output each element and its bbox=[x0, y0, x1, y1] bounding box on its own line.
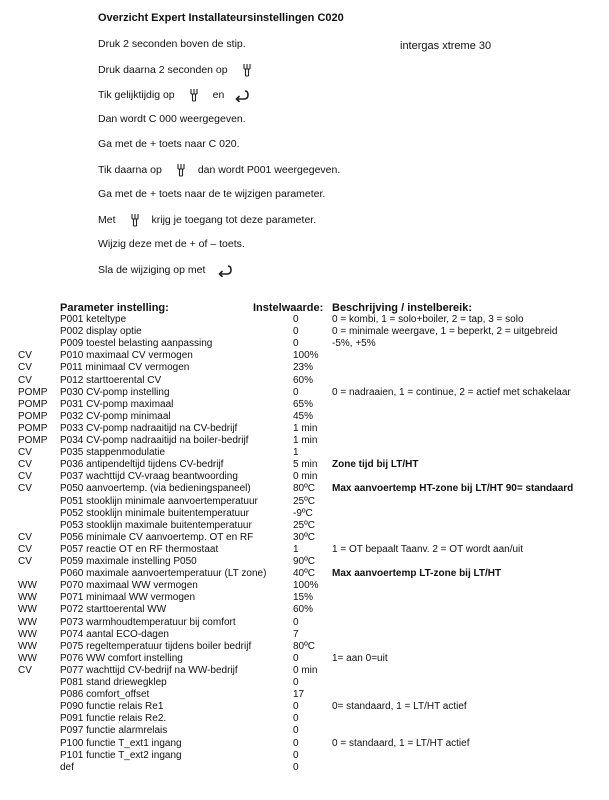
row-value: 23% bbox=[293, 362, 314, 374]
table-row bbox=[0, 375, 609, 387]
row-description: 0 = nadraaien, 1 = continue, 2 = actief met schakelaar bbox=[332, 386, 571, 398]
row-value: 25ºC bbox=[293, 519, 315, 531]
row-value: 1 bbox=[293, 447, 299, 459]
table-row bbox=[0, 762, 609, 774]
row-value: 17 bbox=[293, 689, 305, 701]
row-group: CV bbox=[18, 543, 32, 555]
row-value: 0 min bbox=[293, 664, 318, 676]
table-row bbox=[0, 338, 609, 350]
row-group: CV bbox=[18, 374, 32, 386]
row-value: 0 bbox=[293, 326, 299, 338]
return-arrow-icon bbox=[217, 263, 231, 277]
row-value: 100% bbox=[293, 580, 319, 592]
wrench-icon bbox=[174, 163, 188, 177]
row-group: WW bbox=[18, 604, 37, 616]
table-row bbox=[0, 544, 609, 556]
table-row bbox=[0, 580, 609, 592]
row-value: 0 bbox=[293, 338, 299, 350]
row-parameter: P081 stand driewegklep bbox=[60, 677, 167, 688]
table-row bbox=[0, 362, 609, 374]
instruction-step bbox=[98, 163, 340, 177]
row-parameter: P070 maximaal WW vermogen bbox=[60, 580, 198, 592]
instruction-step bbox=[98, 113, 246, 125]
table-row bbox=[0, 532, 609, 544]
row-description: 0 = standaard, 1 = LT/HT actief bbox=[332, 737, 470, 749]
row-parameter: P097 functie alarmrelais bbox=[60, 725, 168, 737]
row-group: WW bbox=[18, 640, 37, 652]
step-text: Druk 2 seconden boven de stip. bbox=[98, 38, 246, 50]
row-group: POMP bbox=[18, 398, 48, 410]
row-parameter: P037 wachttijd CV-vraag beantwoording bbox=[60, 471, 238, 483]
row-parameter: P074 aantal ECO-dagen bbox=[60, 628, 169, 640]
row-parameter: def bbox=[60, 761, 74, 773]
row-parameter: P091 functie relais Re2. bbox=[60, 713, 167, 725]
row-value: 1 bbox=[293, 543, 299, 555]
step-text: Ga met de + toets naar C 020. bbox=[98, 138, 240, 150]
row-value: -9ºC bbox=[293, 507, 313, 519]
row-parameter: P030 CV-pomp instelling bbox=[60, 386, 170, 398]
row-parameter: P057 reactie OT en RF thermostaat bbox=[60, 543, 219, 555]
row-group: WW bbox=[18, 652, 37, 664]
row-parameter: P009 toestel belasting aanpassing bbox=[60, 338, 213, 350]
table-row bbox=[0, 496, 609, 508]
row-group: POMP bbox=[18, 410, 48, 422]
step-text: Sla de wijziging op met bbox=[98, 264, 206, 276]
row-parameter: P059 maximale instelling P050 bbox=[60, 556, 197, 567]
row-parameter: P052 stooklijn minimale buitentemperatuur bbox=[60, 507, 249, 519]
row-description: -5%, +5% bbox=[332, 338, 376, 350]
row-parameter: P072 starttoerental WW bbox=[60, 604, 167, 616]
row-parameter: P071 minimaal WW vermogen bbox=[60, 592, 196, 604]
instruction-step bbox=[98, 88, 248, 102]
row-group: CV bbox=[18, 350, 32, 362]
row-value: 5 min bbox=[293, 459, 318, 471]
row-value: 100% bbox=[293, 350, 319, 362]
table-row bbox=[0, 725, 609, 737]
row-parameter: P060 maximale aanvoertemperatuur (LT zone) bbox=[60, 568, 267, 580]
row-parameter: P036 antipendeltijd tijdens CV-bedrijf bbox=[60, 459, 224, 471]
row-group: WW bbox=[18, 616, 37, 628]
row-value: 80ºC bbox=[293, 483, 315, 495]
instruction-step bbox=[98, 188, 325, 200]
row-group: POMP bbox=[18, 435, 48, 446]
table-row bbox=[0, 592, 609, 604]
row-value: 90ºC bbox=[293, 556, 315, 567]
row-group: CV bbox=[18, 447, 32, 459]
table-row bbox=[0, 665, 609, 677]
row-group: WW bbox=[18, 592, 37, 604]
row-value: 30ºC bbox=[293, 531, 315, 543]
step-text-mid: en bbox=[212, 89, 225, 101]
row-group: POMP bbox=[18, 422, 48, 434]
row-parameter: P010 maximaal CV vermogen bbox=[60, 350, 193, 362]
row-value: 80ºC bbox=[293, 640, 315, 652]
row-value: 0 bbox=[293, 677, 299, 688]
row-value: 7 bbox=[293, 628, 299, 640]
row-parameter: P001 keteltype bbox=[60, 314, 127, 325]
row-value: 40ºC bbox=[293, 568, 315, 580]
row-description: Max aanvoertemp LT-zone bij LT/HT bbox=[332, 568, 502, 580]
row-parameter: P031 CV-pomp maximaal bbox=[60, 398, 174, 410]
table-row bbox=[0, 713, 609, 725]
row-parameter: P011 minimaal CV vermogen bbox=[60, 362, 190, 374]
row-value: 1 min bbox=[293, 422, 318, 434]
return-arrow-icon bbox=[234, 88, 248, 102]
row-group: CV bbox=[18, 471, 32, 483]
table-row bbox=[0, 568, 609, 580]
row-parameter: P077 wachttijd CV-bedrijf na WW-bedrijf bbox=[60, 664, 238, 676]
row-value: 0 bbox=[293, 761, 299, 773]
wrench-icon bbox=[128, 213, 142, 227]
row-description: 1 = OT bepaalt Taanv. 2 = OT wordt aan/uit bbox=[332, 543, 524, 555]
table-row bbox=[0, 629, 609, 641]
table-row bbox=[0, 387, 609, 399]
page-title: Overzicht Expert Installateursinstellingen C020 bbox=[98, 12, 344, 24]
step-text: Met bbox=[98, 214, 116, 226]
row-group: CV bbox=[18, 531, 32, 543]
row-group: POMP bbox=[18, 386, 48, 398]
row-parameter: P090 functie relais Re1 bbox=[60, 701, 164, 713]
header-description: Beschrijving / instelbereik: bbox=[332, 302, 472, 314]
boiler-model: intergas xtreme 30 bbox=[400, 40, 492, 52]
row-group: WW bbox=[18, 580, 37, 592]
table-row bbox=[0, 508, 609, 520]
row-parameter: P051 stooklijn minimale aanvoertemperatuur bbox=[60, 495, 258, 507]
row-value: 0 bbox=[293, 386, 299, 398]
instruction-step bbox=[98, 263, 231, 277]
row-value: 1 min bbox=[293, 435, 318, 446]
table-row bbox=[0, 471, 609, 483]
row-description: Zone tijd bij LT/HT bbox=[332, 459, 419, 471]
instruction-step bbox=[98, 213, 316, 227]
row-parameter: P002 display optie bbox=[60, 326, 142, 338]
row-parameter: P076 WW comfort instelling bbox=[60, 652, 183, 664]
row-value: 15% bbox=[293, 592, 314, 604]
table-row bbox=[0, 314, 609, 326]
row-group: CV bbox=[18, 664, 32, 676]
row-parameter: P056 minimale CV aanvoertemp. OT en RF bbox=[60, 531, 254, 543]
step-text: Ga met de + toets naar de te wijzigen parameter. bbox=[98, 188, 326, 200]
row-value: 0 bbox=[293, 314, 299, 325]
row-value: 0 bbox=[293, 713, 299, 725]
header-parameter: Parameter instelling: bbox=[60, 302, 169, 314]
step-text-post: dan wordt P001 weergegeven. bbox=[197, 164, 341, 176]
row-value: 0 min bbox=[293, 471, 318, 483]
instruction-step bbox=[98, 138, 240, 150]
wrench-icon bbox=[240, 63, 254, 77]
row-parameter: P086 comfort_offset bbox=[60, 689, 150, 701]
table-row bbox=[0, 556, 609, 568]
step-text: Tik daarna op bbox=[98, 164, 162, 176]
row-parameter: P050 aanvoertemp. (via bedieningspaneel) bbox=[60, 483, 251, 495]
table-row bbox=[0, 653, 609, 665]
row-parameter: P034 CV-pomp nadraaitijd na boiler-bedrijf bbox=[60, 435, 249, 446]
row-parameter: P075 regeltemperatuur tijdens boiler bedrijf bbox=[60, 640, 252, 652]
row-value: 45% bbox=[293, 410, 314, 422]
row-value: 25ºC bbox=[293, 495, 315, 507]
table-row bbox=[0, 677, 609, 689]
step-text: Druk daarna 2 seconden op bbox=[98, 64, 228, 76]
table-row bbox=[0, 435, 609, 447]
row-parameter: P032 CV-pomp minimaal bbox=[60, 410, 171, 422]
instruction-step bbox=[98, 63, 254, 77]
table-row bbox=[0, 459, 609, 471]
step-text-post: krijg je toegang tot deze parameter. bbox=[151, 214, 317, 226]
row-description: Max aanvoertemp HT-zone bij LT/HT 90= standaard bbox=[332, 483, 574, 495]
row-value: 65% bbox=[293, 398, 314, 410]
row-description: 0 = minimale weergave, 1 = beperkt, 2 = uitgebreid bbox=[332, 326, 558, 338]
table-row bbox=[0, 423, 609, 435]
row-group: CV bbox=[18, 483, 32, 495]
table-row bbox=[0, 617, 609, 629]
table-row bbox=[0, 411, 609, 423]
table-row bbox=[0, 701, 609, 713]
table-row bbox=[0, 326, 609, 338]
table-row bbox=[0, 604, 609, 616]
row-parameter: P053 stooklijn maximale buitentemperatuur bbox=[60, 519, 252, 531]
row-value: 0 bbox=[293, 701, 299, 713]
row-group: CV bbox=[18, 459, 32, 471]
row-value: 0 bbox=[293, 652, 299, 664]
row-parameter: P101 functie T_ext2 ingang bbox=[60, 749, 182, 761]
table-row bbox=[0, 350, 609, 362]
step-text: Dan wordt C 000 weergegeven. bbox=[98, 113, 246, 125]
row-group: WW bbox=[18, 628, 37, 640]
row-value: 0 bbox=[293, 749, 299, 761]
instruction-step bbox=[98, 238, 245, 250]
table-row bbox=[0, 399, 609, 411]
table-row bbox=[0, 738, 609, 750]
row-parameter: P012 starttoerental CV bbox=[60, 374, 162, 386]
table-row bbox=[0, 520, 609, 532]
row-parameter: P035 stappenmodulatie bbox=[60, 447, 166, 459]
row-value: 0 bbox=[293, 737, 299, 749]
header-value: Instelwaarde: bbox=[253, 302, 324, 314]
table-row bbox=[0, 750, 609, 762]
row-parameter: P100 functie T_ext1 ingang bbox=[60, 737, 182, 749]
row-group: CV bbox=[18, 362, 32, 374]
table-row bbox=[0, 483, 609, 495]
row-description: 0= standaard, 1 = LT/HT actief bbox=[332, 701, 467, 713]
step-text: Tik gelijktijdig op bbox=[98, 89, 175, 101]
row-value: 60% bbox=[293, 604, 314, 616]
table-row bbox=[0, 641, 609, 653]
row-group: CV bbox=[18, 556, 32, 567]
instruction-step bbox=[98, 38, 246, 50]
row-parameter: P073 warmhoudtemperatuur bij comfort bbox=[60, 616, 236, 628]
row-parameter: P033 CV-pomp nadraaitijd na CV-bedrijf bbox=[60, 422, 238, 434]
wrench-icon bbox=[187, 88, 201, 102]
table-row bbox=[0, 689, 609, 701]
row-value: 0 bbox=[293, 725, 299, 737]
row-description: 1= aan 0=uit bbox=[332, 652, 388, 664]
row-value: 60% bbox=[293, 374, 314, 386]
step-text: Wijzig deze met de + of – toets. bbox=[98, 238, 245, 250]
row-value: 0 bbox=[293, 616, 299, 628]
table-row bbox=[0, 447, 609, 459]
row-description: 0 = kombi, 1 = solo+boiler, 2 = tap, 3 = solo bbox=[332, 314, 524, 325]
